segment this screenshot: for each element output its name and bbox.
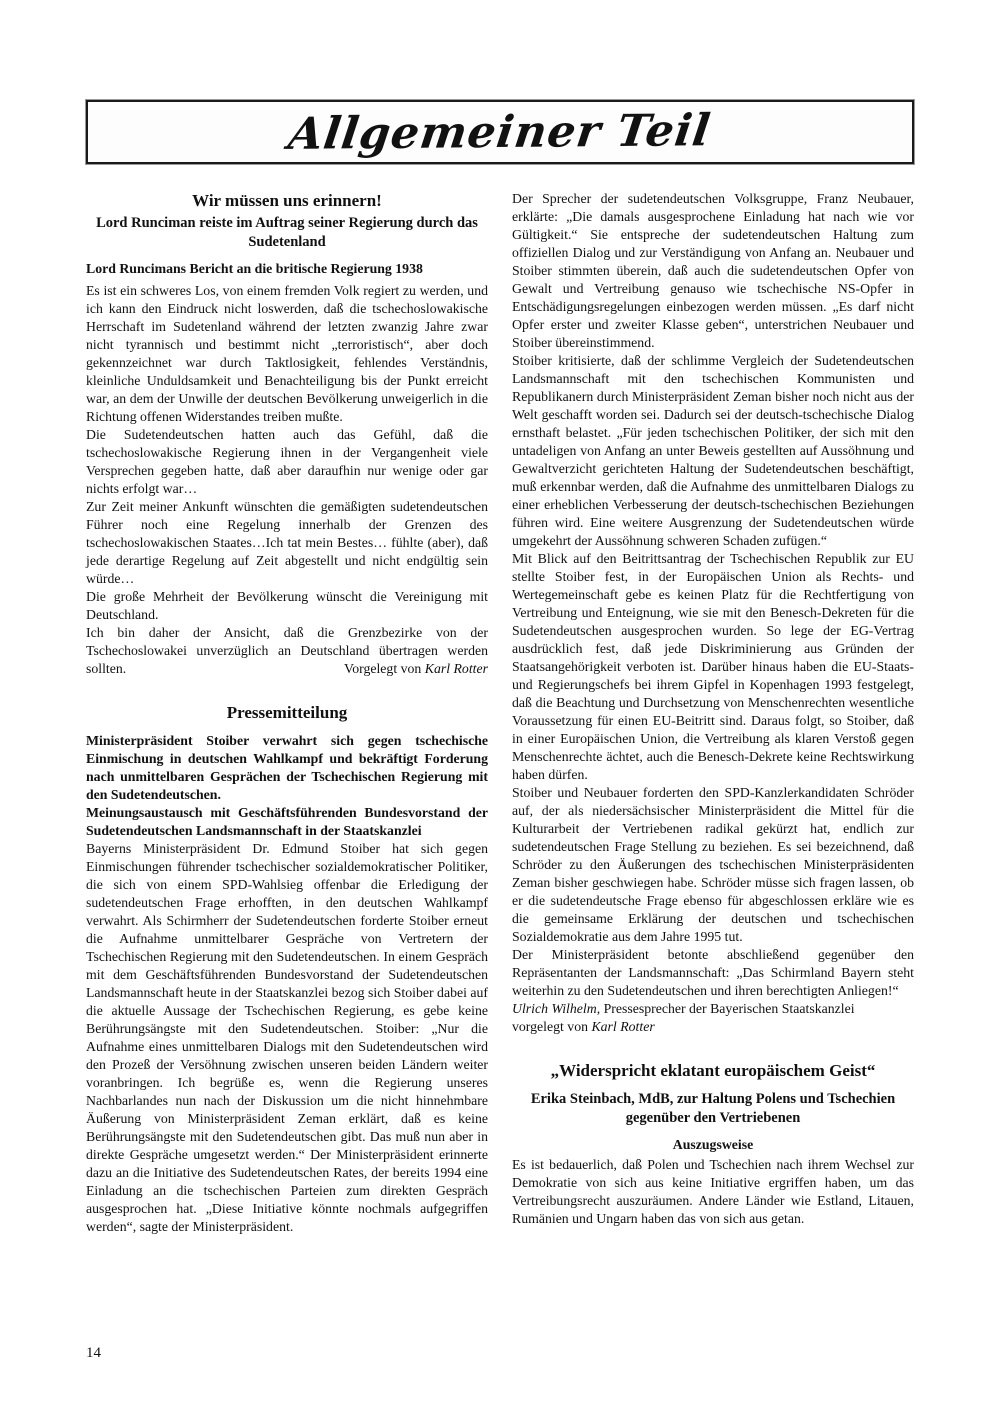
paragraph: Stoiber und Neubauer forderten den SPD-Kanzlerkandidaten Schröder auf, der als niedersächsischer Ministerpräsident die Mittel für die Kulturarbeit der Vertriebenen radikal gekürzt hat, endlich zur sudetendeutschen Frage Stellung zu beziehen. Es sei bezeichnend, daß Schröder zu den Äußerungen des tschechischen Ministerpräsidenten Zeman bisher geschwiegen habe. Schröder müsse sich fragen lassen, ob er die sudetendeutsche Frage ebenso für abgeschlossen erkläre wie es die gemeinsame Erklärung der deutschen und tschechischen Sozialdemokratie aus dem Jahre 1995 tut.: [512, 785, 914, 944]
paragraph: Der Ministerpräsident betonte abschließend gegenüber den Repräsentanten der Landsmannschaft: „Das Schirmland Bayern steht weiterhin zu den Sudetendeutschen und ihren berechtigten Anliegen!“: [512, 947, 914, 998]
signature-prefix: Vorgelegt von: [344, 661, 425, 676]
article-subtitle: Lord Runciman reiste im Auftrag seiner Regierung durch das Sudetenland: [96, 215, 478, 250]
byline: [512, 1000, 914, 1018]
paragraph: Der Sprecher der sudetendeutschen Volksgruppe, Franz Neubauer, erklärte: „Die damals ausgesprochene Einladung hat nach wie vor Gültigkeit.“ Sie entspreche der sudetendeutschen Haltung zum offiziellen Dialog und zur Verständigung von Anfang an. Neubauer und Stoiber stimmten überein, daß auch die sudetendeutschen Opfer von Gewalt und Vertreibung genauso wie tschechische NS-Opfer in Entschädigungsregelungen einbezogen werden müssen. „Es darf nicht Opfer erster und zweiter Klasse geben“, unterstrichen Neubauer und Stoiber übereinstimmend.: [512, 191, 914, 350]
article-title: Pressemitteilung: [226, 703, 348, 722]
signature-name: Karl Rotter: [424, 661, 488, 676]
paragraph: Stoiber kritisierte, daß der schlimme Vergleich der Sudetendeutschen Landsmannschaft mit den tschechischen Kommunisten und Republikanern durch Ministerpräsident Zeman bisher noch nicht aus der Welt geschafft worden sei. Dadurch sei der deutsch-tschechische Dialog ernsthaft belastet. „Für jeden tschechischen Politiker, der sich mit den untadeligen von Anfang an unter Beweis gestellten auf Aussöhnung und Gewaltverzicht gerichteten Haltung der Sudetendeutschen beschäftigt, muß erkennbar werden, daß die Aufnahme des unmittelbaren Dialogs zu einer erheblichen Verbesserung der deutsch-tschechischen Beziehungen führen wird. Eine weitere Ausgrenzung der Sudetendeutschen würde umgekehrt der Aussöhnung schweren Schaden zufügen.“: [512, 353, 914, 548]
article-kicker: Auszugsweise: [672, 1137, 754, 1152]
article-pressemitteilung: [86, 704, 488, 1236]
paragraph: Es ist bedauerlich, daß Polen und Tschechien nach ihrem Wechsel zur Demokratie von sich aus keine Initiative ergriffen haben, um das Vertreibungsrecht auszuräumen. Andere Länder wie Estland, Litauen, Rumänien und Ungarn haben das von sich aus getan.: [512, 1157, 914, 1226]
paragraph: Es ist ein schweres Los, von einem fremden Volk regiert zu werden, und ich kann den Eindruck nicht loswerden, daß die tschechoslowakische Herrschaft im Sudetenland während der letzten zwanzig Jahre zwar nicht tyrannisch und bestimmt nicht „terroristisch“, aber doch gekennzeichnet war durch Taktlosigkeit, fehlendes Verständnis, kleinliche Unduldsamkeit und Benachteiligung bis der Punkt erreicht war, an dem der Unwille der deutschen Bevölkerung unweigerlich in die Richtung offenen Widerstandes treiben mußte.: [86, 283, 488, 424]
paragraph: Bayerns Ministerpräsident Dr. Edmund Stoiber hat sich gegen Einmischungen führender tschechischer sozialdemokratischer Politiker, die sich von einem SPD-Wahlsieg offenbar die Erledigung der sudetendeutschen Frage erhofften, in den deutschen Wahlkampf verwahrt. Als Schirmherr der Sudetendeutschen forderte Stoiber erneut die Aufnahme unmittelbarer Gespräche von Vertretern der Tschechischen Regierung mit den Sudetendeutschen. In einem Gespräch mit dem Geschäftsführenden Bundesvorstand der Sudetendeutschen Landsmannschaft heute in der Staatskanzlei bezog sich Stoiber dabei auf die aktuelle Aussage der Tschechischen Regierung, es gebe keine Berührungsängste mit den Sudetendeutschen. Stoiber: „Nur die Aufnahme eines unmittelbaren Dialogs mit den Sudetendeutschen wird den Prozeß der Versöhnung zwischen unseren beiden Ländern weiter voranbringen. Ich begrüße es, wenn die Regierung unseres Nachbarlandes nun nach der Diskussion um die nicht hinnehmbare Äußerung von Ministerpräsident Zeman erklärt, daß es keine Berührungsängste mit den Sudetendeutschen gibt. Das muß nun aber in direkte Gespräche umgesetzt werden.“ Der Ministerpräsident erinnerte dazu an die Initiative des Sudetendeutschen Rates, der bereits 1994 eine Einladung an die tschechischen Parteien zum direkten Gespräch ausgesprochen hat. „Diese Initiative könnte nochmals aufgegriffen werden“, sagte der Ministerpräsident.: [86, 841, 488, 1234]
article-kicker: Lord Runcimans Bericht an die britische Regierung 1938: [86, 261, 423, 276]
page-number: 14: [86, 1345, 101, 1361]
paragraph: Zur Zeit meiner Ankunft wünschten die gemäßigten sudetendeutschen Führer noch eine Regelung innerhalb der Grenzen des tschechoslowakischen Staates…Ich tat mein Bestes… fühlte (aber), daß jede derartige Regelung auf Zeit abgestellt und nicht endgültig sein würde…: [86, 499, 488, 586]
paragraph: Die Sudetendeutschen hatten auch das Gefühl, daß die tschechoslowakische Regierung ihnen in der Vergangenheit viele Versprechen gegeben hatte, daß aber daraufhin nur wenige oder gar nichts erfolgt war…: [86, 427, 488, 496]
article-steinbach: [512, 1062, 914, 1228]
article-pressemitteilung-continued: [512, 190, 914, 1036]
right-column: [512, 190, 914, 1236]
article-title: „Widerspricht eklatant europäischem Geist“: [550, 1061, 876, 1080]
submitted-prefix: vorgelegt von: [512, 1019, 592, 1034]
lead-paragraph: Ministerpräsident Stoiber verwahrt sich gegen tschechische Einmischung in deutschen Wahlkampf und bekräftigt Forderung nach unmittelbaren Gesprächen der Tschechischen Regierung mit den Sudetendeutschen.: [86, 733, 488, 802]
article-title: Wir müssen uns erinnern!: [192, 191, 382, 210]
paragraph: Mit Blick auf den Beitrittsantrag der Tschechischen Republik zur EU stellte Stoiber fest, in der Europäischen Union als Rechts- und Wertegemeinschaft gebe es keinen Platz für die Rechtfertigung von Vertreibung und Enteignung, wie sie mit den Benesch-Dekreten für die Sudetendeutschen ausgesprochen wurden. So lege der EG-Vertrag ausdrücklich fest, daß jede Diskriminierung aus Gründen der Staatsangehörigkeit verboten ist. Darüber hinaus haben die EU-Staats- und Regierungschefs bei ihrem Gipfel in Kopenhagen 1993 festgelegt, daß die Beachtung und Durchsetzung von Menschenrechten wesentliche Voraussetzung für einen EU-Beitritt sind. Daraus folgt, so Stoiber, daß in einer Europäischen Union, die Vertreibung als klaren Verstoß gegen Menschenrechte ächtet, auch die Benesch-Dekrete keine Rechtswirkung haben dürfen.: [512, 551, 914, 782]
byline-role: , Pressesprecher der Bayerischen Staatskanzlei: [596, 1001, 855, 1016]
article-runciman: [86, 190, 488, 678]
submitted-by: [512, 1018, 914, 1036]
section-title: Allgemeiner Teil: [285, 104, 715, 160]
byline-name: Ulrich Wilhelm: [512, 1001, 597, 1016]
section-banner: [86, 100, 914, 164]
article-subtitle: Erika Steinbach, MdB, zur Haltung Polens und Tschechien gegenüber den Vertriebenen: [530, 1091, 896, 1126]
paragraph-text: Ich bin daher der Ansicht, daß die Grenzbezirke von der Tschechoslowakei unverzüglich an Deutschland übertragen werden sollten.: [86, 625, 488, 676]
left-column: [86, 190, 488, 1236]
lead-paragraph: Meinungsaustausch mit Geschäftsführenden Bundesvorstand der Sudetendeutschen Landsmannschaft in der Staatskanzlei: [86, 805, 488, 838]
submitted-name: Karl Rotter: [591, 1019, 655, 1034]
two-column-layout: [86, 190, 914, 1236]
paragraph: Die große Mehrheit der Bevölkerung wünscht die Vereinigung mit Deutschland.: [86, 589, 488, 622]
signature: [344, 660, 488, 678]
paragraph-with-signature: [86, 624, 488, 678]
